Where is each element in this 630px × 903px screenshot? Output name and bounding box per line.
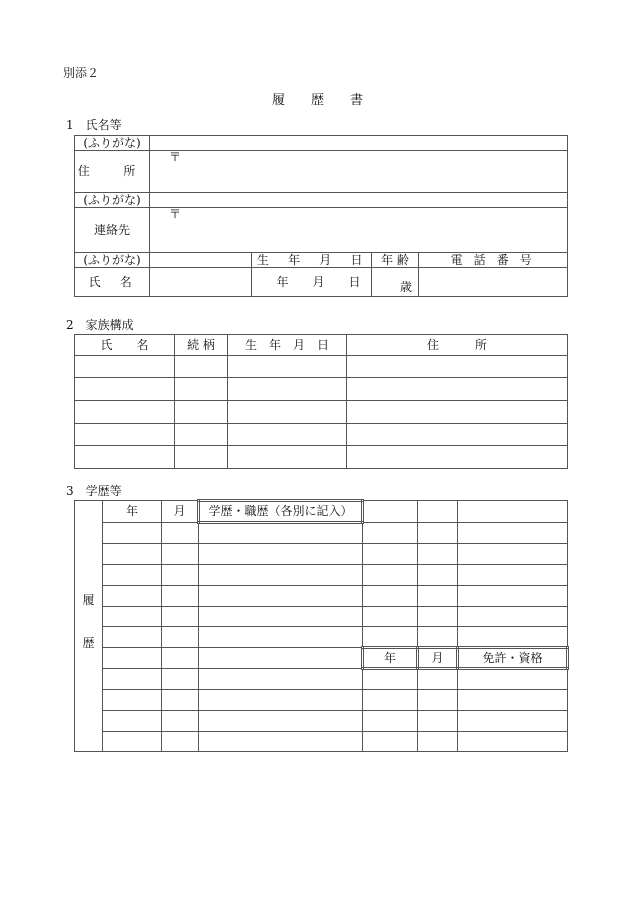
address-furigana-label: (ふりがな) <box>75 136 150 151</box>
address-field[interactable] <box>150 151 568 193</box>
contact-field[interactable] <box>150 208 568 253</box>
name-furigana-field[interactable] <box>150 253 252 268</box>
family-birth-header: 生 年 月 日 <box>228 335 347 356</box>
age-header: 年 齢 <box>372 253 419 268</box>
contact-label: 連絡先 <box>75 208 150 253</box>
table-row <box>75 401 568 424</box>
contact-furigana-label: (ふりがな) <box>75 193 150 208</box>
family-relation-header: 続 柄 <box>175 335 228 356</box>
license-year-header: 年 <box>363 648 418 669</box>
phone-field[interactable] <box>419 268 568 297</box>
age-field[interactable] <box>372 268 419 297</box>
address-label: 住 所 <box>75 151 150 193</box>
section3-heading: 3 学歴等 <box>66 484 122 498</box>
table-row <box>75 378 568 401</box>
license-month-header: 月 <box>418 648 458 669</box>
birth-header: 生 年 月 日 <box>252 253 372 268</box>
table-row <box>75 356 568 378</box>
license-detail-header: 免許・資格 <box>458 648 568 669</box>
history-side-label: 履 歴 <box>75 501 103 752</box>
table-row <box>75 424 568 446</box>
name-field[interactable] <box>150 268 252 297</box>
annex-label: 別添２ <box>63 66 100 80</box>
phone-header: 電 話 番 号 <box>419 253 568 268</box>
history-year-header: 年 <box>103 501 162 523</box>
age-unit: 歳 <box>399 280 412 294</box>
section2-heading: 2 家族構成 <box>66 318 134 332</box>
history-table <box>74 499 569 752</box>
section1-heading: 1 氏名等 <box>66 118 122 132</box>
personal-info-table <box>74 135 568 297</box>
postal-mark: 〒 <box>169 150 182 164</box>
family-address-header: 住 所 <box>347 335 568 356</box>
name-furigana-label: (ふりがな) <box>75 253 150 268</box>
history-month-header: 月 <box>162 501 199 523</box>
table-row <box>75 446 568 469</box>
history-detail-header: 学歴・職歴（各別に記入） <box>199 501 363 523</box>
page-title: 履 歴 書 <box>272 93 364 108</box>
family-table <box>74 334 568 469</box>
name-label: 氏 名 <box>75 268 150 297</box>
postal-mark: 〒 <box>169 207 182 221</box>
contact-furigana-field[interactable] <box>150 193 568 208</box>
birth-date-field[interactable]: 年 月 日 <box>252 268 372 297</box>
address-furigana-field[interactable] <box>150 136 568 151</box>
family-name-header: 氏 名 <box>75 335 175 356</box>
